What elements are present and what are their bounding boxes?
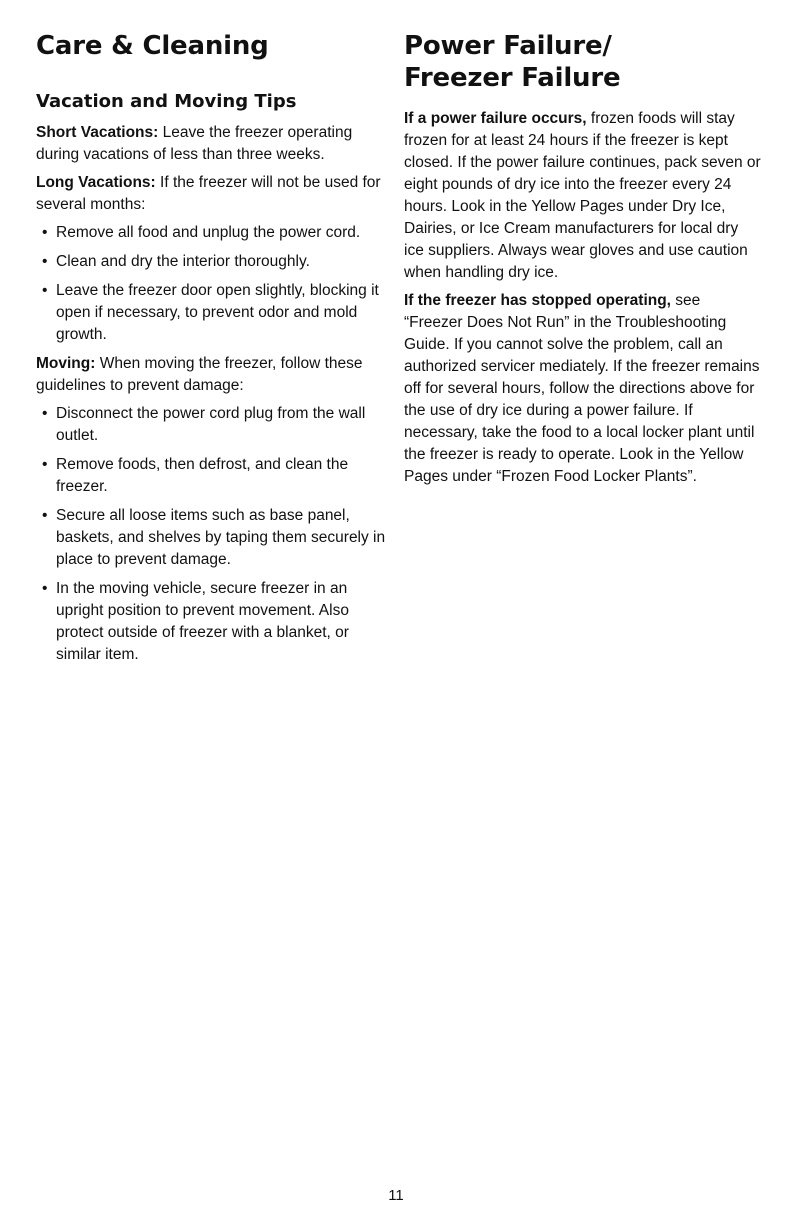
section-title-care-cleaning: Care & Cleaning <box>36 31 269 61</box>
moving-list <box>36 403 396 666</box>
short-vacations-paragraph <box>36 122 396 166</box>
section-title-power-failure: Power Failure/ Freezer Failure <box>404 31 621 93</box>
list-item: • In the moving vehicle, secure freezer in an upright position to prevent movement. Also protect outside of freezer with a blanket, or similar item. <box>42 580 349 663</box>
list-item: • Remove foods, then defrost, and clean the freezer. <box>42 456 349 495</box>
moving-lead: Moving: <box>36 355 96 372</box>
bullet-icon: • <box>42 507 48 524</box>
bullet-icon: • <box>42 456 48 473</box>
stopped-operating-text: see “Freezer Does Not Run” in the Troubleshooting Guide. If you cannot solve the problem, call an authorized servicer mediately. If the freezer remains off for several hours, follow the directions above for the use of dry ice during a power failure. If necessary, take the food to a local locker plant until the freezer is ready to operate. Look in the Yellow Pages under “Frozen Food Locker Plants”. <box>404 292 760 485</box>
list-item: • Secure all loose items such as base panel, baskets, and shelves by taping them securely in place to prevent damage. <box>42 507 386 568</box>
bullet-icon: • <box>42 224 48 241</box>
stopped-operating-paragraph <box>404 290 762 488</box>
short-vacations-text: Leave the freezer operating during vacations of less than three weeks. <box>36 124 353 163</box>
bullet-icon: • <box>42 405 48 422</box>
list-item: • Leave the freezer door open slightly, blocking it open if necessary, to prevent odor and mold growth. <box>42 282 379 343</box>
long-vacations-paragraph <box>36 172 396 216</box>
subsection-title-vacation-moving: Vacation and Moving Tips <box>36 91 297 112</box>
list-item: • Disconnect the power cord plug from the wall outlet. <box>42 405 366 444</box>
power-failure-lead: If a power failure occurs, <box>404 110 587 127</box>
moving-text: When moving the freezer, follow these guidelines to prevent damage: <box>36 355 363 394</box>
bullet-icon: • <box>42 580 48 597</box>
bullet-icon: • <box>42 253 48 270</box>
long-vacations-list <box>36 222 396 346</box>
list-item: • Clean and dry the interior thoroughly. <box>36 251 396 273</box>
short-vacations-lead: Short Vacations: <box>36 124 159 141</box>
long-vacations-lead: Long Vacations: <box>36 174 156 191</box>
list-item: • Remove all food and unplug the power cord. <box>36 222 396 244</box>
power-failure-text: frozen foods will stay frozen for at least 24 hours if the freezer is kept closed. If the power failure continues, pack seven or eight pounds of dry ice into the freezer every 24 hours. Look in the Yellow Pages under Dry Ice, Dairies, or Ice Cream manufacturers for local dry ice suppliers. Always wear gloves and use caution when handling dry ice. <box>404 110 761 281</box>
left-column <box>36 30 396 673</box>
power-failure-paragraph <box>404 108 762 284</box>
bullet-icon: • <box>42 282 48 299</box>
moving-paragraph <box>36 353 396 397</box>
stopped-operating-lead: If the freezer has stopped operating, <box>404 292 671 309</box>
long-vacations-text: If the freezer will not be used for several months: <box>36 174 381 213</box>
page-number: 11 <box>388 1187 404 1204</box>
right-column <box>404 30 762 494</box>
